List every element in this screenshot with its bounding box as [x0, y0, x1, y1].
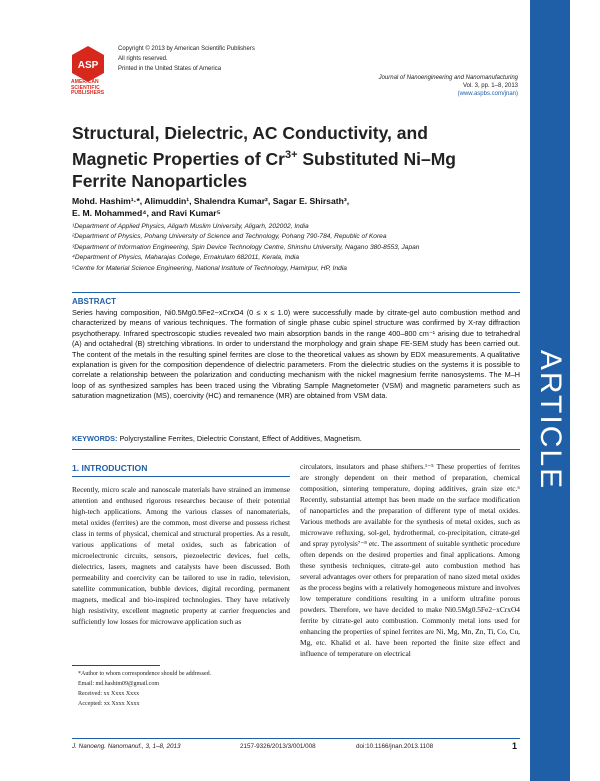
keywords-label: KEYWORDS: [72, 434, 118, 443]
affiliation-3: ³Department of Information Engineering, Spin Device Technology Centre, Shinshu University, Nagano 380-8553, Japan [72, 243, 420, 251]
footer-issn: 2157-9326/2013/3/001/008 [240, 743, 316, 750]
journal-url-link[interactable]: (www.aspbs.com/jnan) [457, 91, 518, 97]
title-line-1: Structural, Dielectric, AC Conductivity, and [72, 123, 428, 143]
journal-name: Journal of Nanoengineering and Nanomanufacturing [378, 75, 518, 81]
copyright-block [118, 44, 255, 74]
footnote-author: *Author to whom correspondence should be addressed. [78, 671, 212, 677]
intro-column-1: Recently, micro scale and nanoscale materials have strained an immense attention and enthused rigorous researches because of their potential high-tech applications. Among the various classes of nanomaterials, metal oxides (ferrites) are the common, most diverse and possess richest class in terms of physical, chemical and structural properties. As a result, various applications of metal oxides, such as fabrication of microelectronic circuits, sensors, piezoelectric devices, fuel cells, dielectrics, lasers, magnets and catalysts have been discussed. Both permeability and coercivity can be tailored to use in radio, television, satellite communication, bubble devices, digital recording, permanent magnets, medical and bio-inspired technologies. They have relatively high resistivity, excellent magnetic property at carrier frequencies and sufficiently low losses for microwave application such as [72, 485, 290, 626]
page-number: 1 [512, 741, 518, 751]
authors-line-2: E. M. Mohammed⁴, and Ravi Kumar⁵ [72, 208, 221, 218]
footer-doi: doi:10.1166/jnan.2013.1108 [356, 743, 434, 750]
intro-heading-rule [72, 476, 290, 477]
footnote-accepted: Accepted: xx Xxxx Xxxx [78, 701, 140, 707]
affiliation-4: ⁴Department of Physics, Maharajas College, Ernakulam 682011, Kerala, India [72, 254, 300, 262]
title-line-2: Magnetic Properties of $Cr^{3+}$ Substituted Ni–Mg [72, 148, 456, 169]
abstract-text: Series having composition, Ni0.5Mg0.5Fe2−xCrxO4 (0 ≤ x ≤ 1.0) were successfully made by citrate-gel auto combustion method and characterized by means of various techniques. The formation of single phase cubic spinel structure was confirmed by X-ray diffraction psychotherapy. Infrared spectroscopic studies revealed two main absorption bands in the range 400–800 cm⁻¹ arising due to tetrahedral (A) and octahedral (B) stretching vibrations. In order to understand the morphology and grain shape FE-SEM study has been carried out. The content of the metals in the resulting spinel ferrites are close to the theoretical values as shown by EDX measurements. A qualitative explanation is given for the composition dependence of dielectric parameters. From the dielectric studies on the systems it is possible to correlate a relationship between the polarization and conducting mechanism with the nickel magnesium ferrite nanosystems. The M–H loop of as synthesized samples has been traced using the Vibrating Sample Magnetometer (VSM) and magnetic parameters such as saturation magnetization (MS), coercivity (HC) and remanence (MR) are obtained from VSM data. [72, 308, 520, 401]
author-list [72, 195, 517, 219]
affiliation-5: ⁵Centre for Material Science Engineering, National Institute of Technology, Hamirpur, HP, India [72, 264, 347, 272]
keywords [72, 434, 520, 444]
title-line-3: Ferrite Nanoparticles [72, 170, 248, 191]
printed-line: Printed in the United States of America [118, 66, 222, 72]
footer-journal: J. Nanoeng. Nanomanuf., 3, 1–8, 2013 [72, 743, 181, 750]
article-title [72, 122, 517, 192]
asp-logo [72, 46, 104, 82]
journal-info [379, 74, 518, 98]
section-heading-introduction: 1. INTRODUCTION [72, 463, 148, 473]
footnote-rule [72, 665, 160, 666]
affiliation-1: ¹Department of Applied Physics, Aligarh Muslim University, Aligarh, 202002, India [72, 223, 309, 230]
authors-line-1: Mohd. Hashim¹·*, Alimuddin¹, Shalendra Kumar², Sagar E. Shirsath³, [72, 196, 350, 206]
affiliation-2: ²Department of Physics, Pohang University of Science and Technology, Pohang 790-784, Republic of Korea [72, 233, 387, 241]
journal-volume: Vol. 3, pp. 1–8, 2013 [462, 83, 518, 89]
footer-rule [72, 738, 520, 739]
abstract-top-rule [72, 292, 520, 293]
abstract-heading: ABSTRACT [72, 297, 116, 306]
affiliations [72, 222, 522, 274]
copyright-line: Copyright © 2013 by American Scientific Publishers [118, 46, 255, 52]
keywords-text: Polycrystalline Ferrites, Dielectric Constant, Effect of Additives, Magnetism. [119, 434, 362, 443]
footnote-received: Received: xx Xxxx Xxxx [78, 691, 140, 697]
logo-subtitle: AMERICAN SCIENTIFIC PUBLISHERS [71, 79, 105, 97]
intro-column-2: circulators, insulators and phase shifters.¹⁻⁵ These properties of ferrites are strongly dependent on their method of preparation, chemical composition, sintering temperature, doping additives, grain size etc.⁶ Recently, substantial attempt has been made on the surface modification of nanoparticles and the preparation of different type of metal oxides. Various methods are available for the synthesis of metal oxides, such as microwave refluxing, sol-gel, hydrothermal, co-precipitation, citrate-gel and spray pyrolysis⁷⁻⁸ etc. The assortment of suitable synthetic procedure often depends on the desired properties and final applications. Among these synthesis techniques, citrate-gel auto combustion method has several advantages over others for preparation of nano sized metal oxides as the process begins with a relatively homogeneous mixture and involves low temperature conditions resulting in a uniform ultrafine porous powders. Therefore, we have decided to make Ni0.5Mg0.5Fe2−xCrxO4 ferrite by citrate-gel auto combustion. Commonly metal ions used for enhancing the properties of spinel ferrites are Ni, Mg, Mn, Zn, Ti, Co, Cu, Mg, etc. Khalid et al. have been reported the finite size effect and influence of temperature on electrical [300, 462, 520, 658]
article-label: ARTICLE [534, 349, 567, 491]
footnote-email: Email: md.hashim09@gmail.com [78, 681, 160, 687]
logo-text: ASP [77, 60, 99, 71]
footnote [78, 669, 211, 709]
abstract-bottom-rule [72, 449, 520, 450]
rights-line: All rights reserved. [118, 56, 168, 62]
